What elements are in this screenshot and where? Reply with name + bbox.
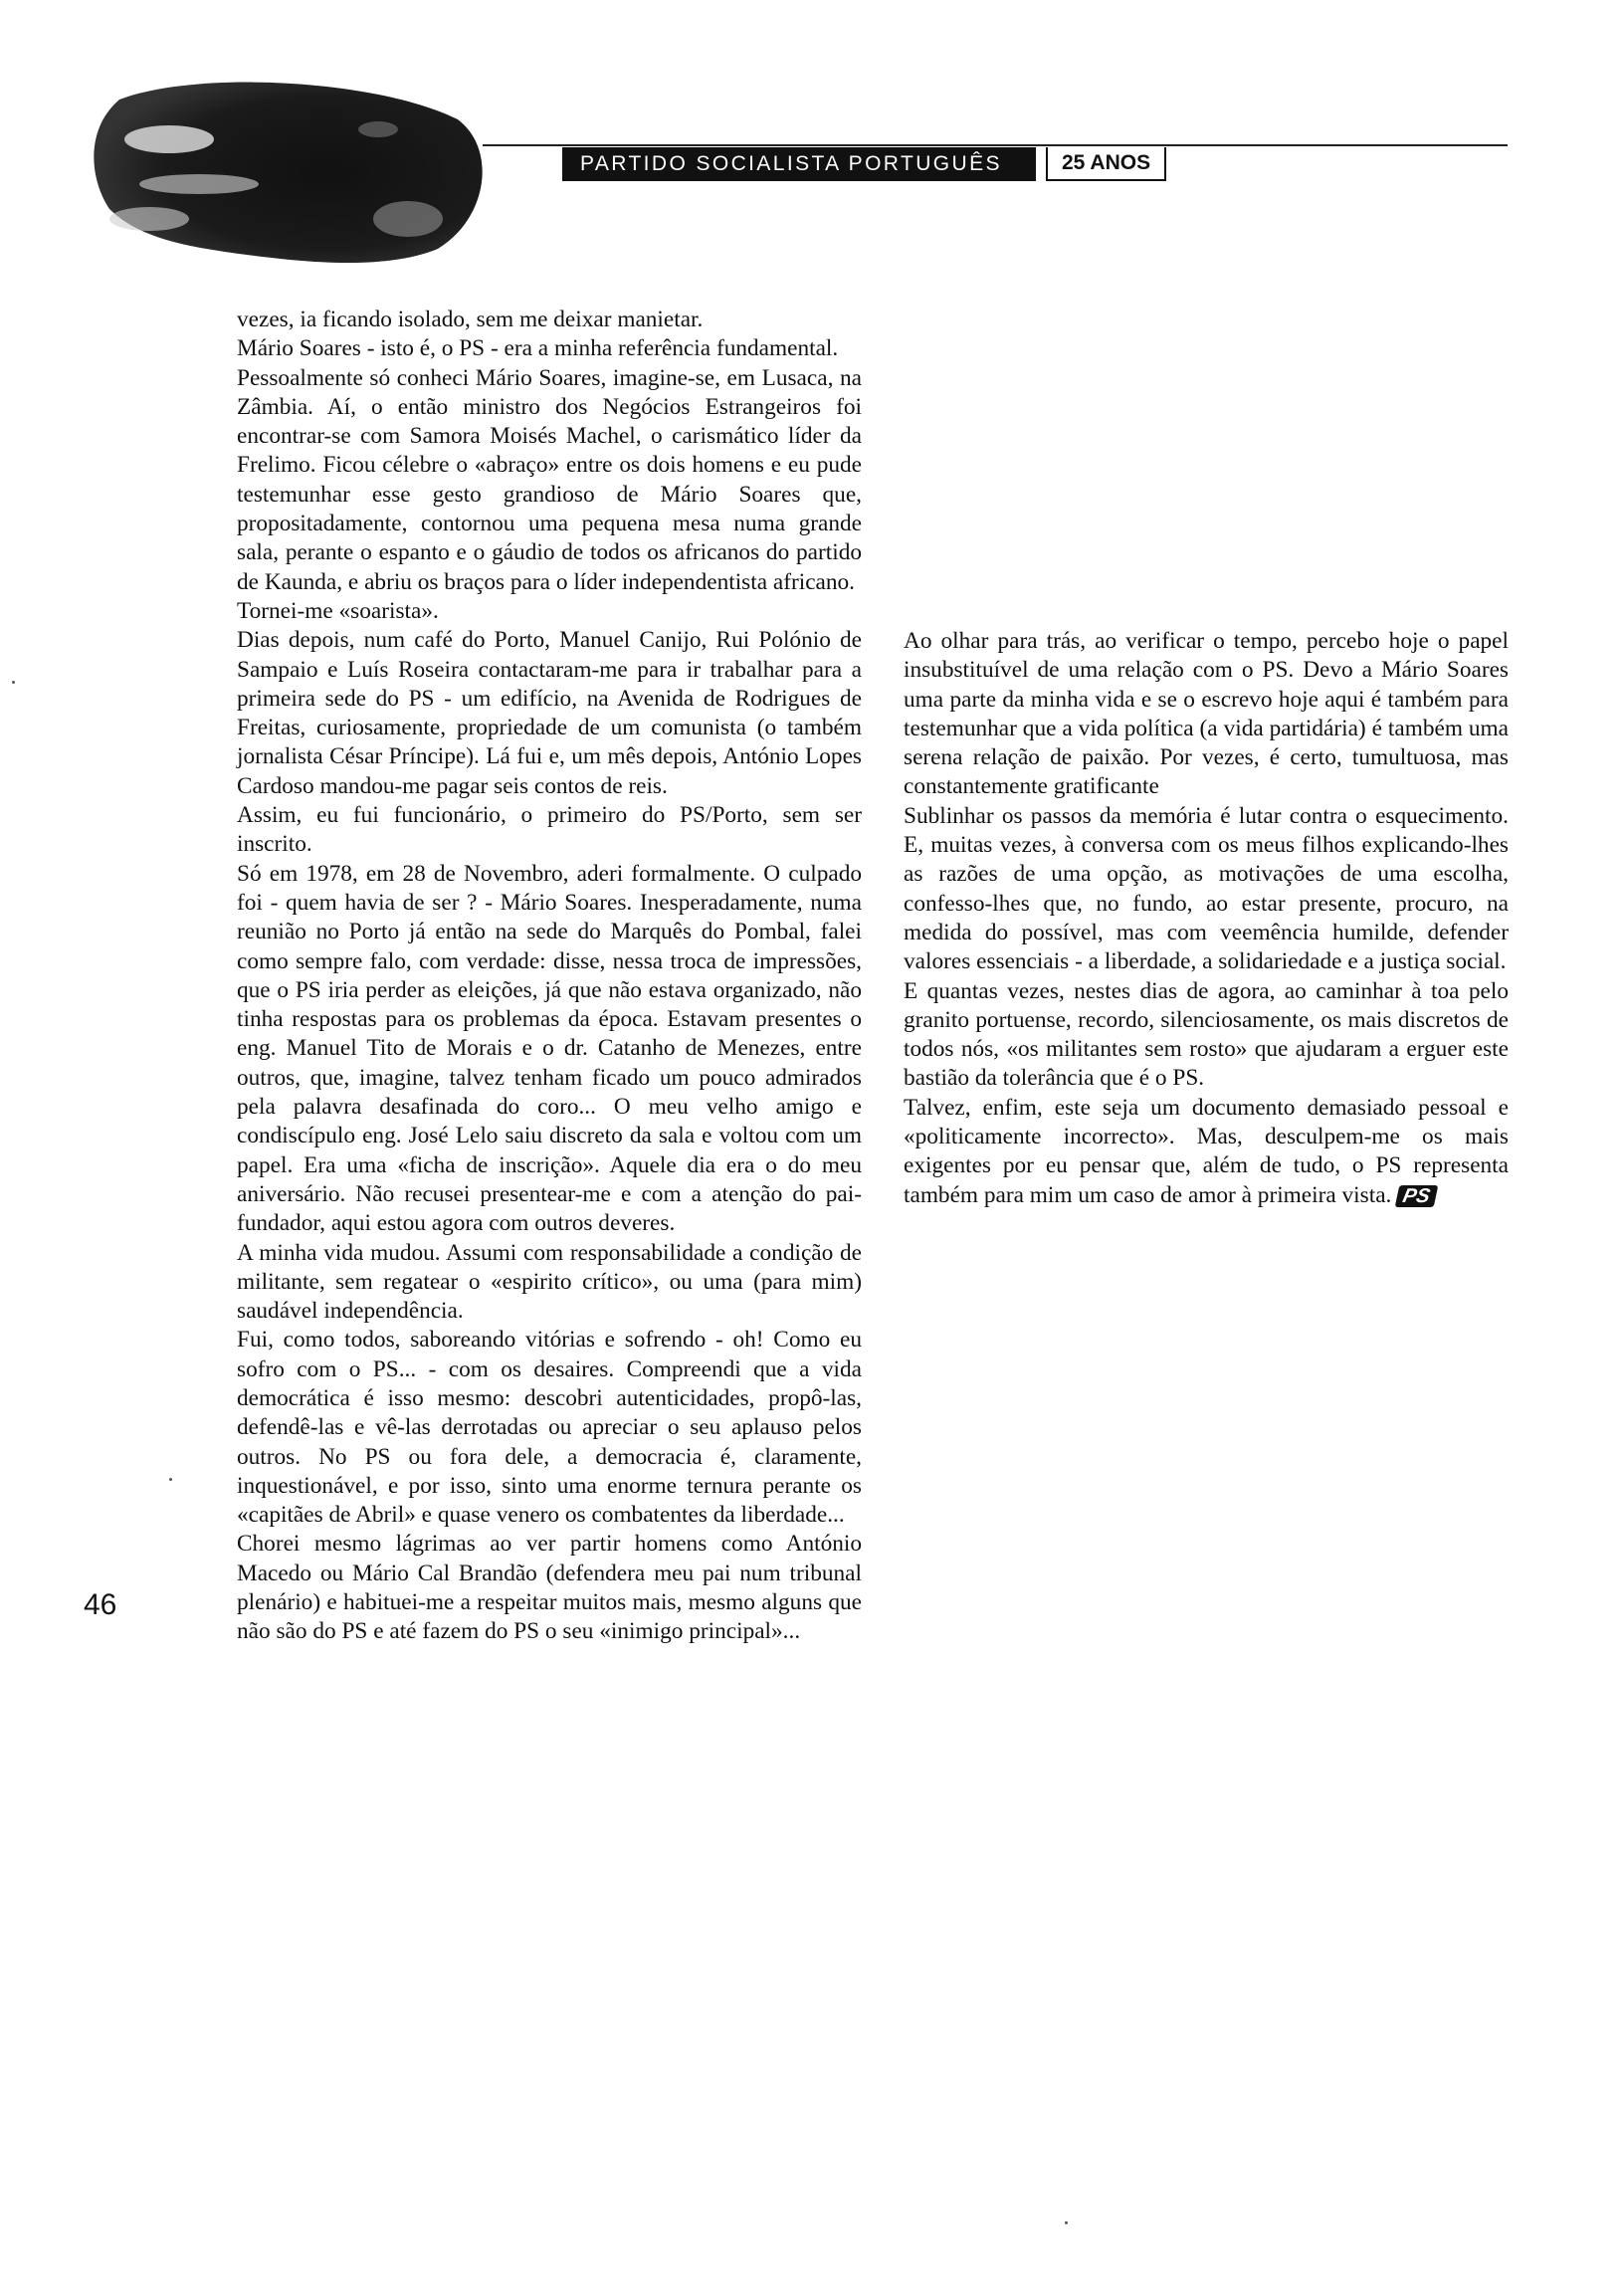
paragraph: Sublinhar os passos da memória é lutar contra o esquecimento. E, muitas vezes, à conversa com os meus filhos explicando-lhes as razões de uma opção, as motivações de uma escolha, confesso-lhes que, no fundo, ao estar presente, procuro, na medida do possível, mas com veemência humilde, defender valores essenciais - a liberdade, a solidariedade e a justiça social.: [904, 802, 1509, 975]
header-rule: [483, 144, 1508, 146]
header-years: 25 ANOS: [1046, 147, 1166, 181]
ps-end-mark: PS: [1395, 1185, 1438, 1207]
page-number: 46: [84, 1588, 117, 1621]
paragraph: vezes, ia ficando isolado, sem me deixar manietar.: [237, 307, 704, 332]
logo-graphic: [80, 70, 488, 269]
paragraph: A minha vida mudou. Assumi com responsabilidade a condição de militante, sem regatear o «espirito crítico», ou uma (para mim) saudável independência.: [237, 1239, 862, 1325]
paragraph: E quantas vezes, nestes dias de agora, ao caminhar à toa pelo granito portuense, recordo, silenciosamente, os mais discretos de todos nós, «os militantes sem rosto» que ajudaram a erguer este bastião da tolerância que é o PS.: [904, 977, 1509, 1092]
right-column: [904, 627, 1509, 1210]
closing-text: Talvez, enfim, este seja um documento demasiado pessoal e «politicamente incorrecto». Mas, desculpem-me os mais exigentes por eu pensar que, além de tudo, o PS representa também para mim um caso de amor à primeira vista.: [904, 1094, 1509, 1208]
running-header: [562, 147, 1166, 181]
scan-speck: [169, 1478, 172, 1481]
paragraph: Tornei-me «soarista».: [237, 597, 439, 624]
paragraph: Fui, como todos, saboreando vitórias e sofrendo - oh! Como eu sofro com o PS... - com os desaires. Compreendi que a vida democrática é isso mesmo: descobri autenticidades, propô-las, defendê-las e vê-las derrotadas ou apreciar o seu aplauso pelos outros. No PS ou fora dele, a democracia é, claramente, inquestionável, e por isso, sinto uma enorme ternura perante os «capitães de Abril» e quase venero os combatentes da liberdade...: [237, 1327, 862, 1529]
paragraph: Assim, eu fui funcionário, o primeiro do PS/Porto, sem ser inscrito.: [237, 802, 862, 858]
header-title: PARTIDO SOCIALISTA PORTUGUÊS: [562, 147, 1036, 181]
paragraph: Ao olhar para trás, ao verificar o tempo, percebo hoje o papel insubstituível de uma relação com o PS. Devo a Mário Soares uma parte da minha vida e se o escrevo hoje aqui é também para testemunhar que a vida política (a vida partidária) é também uma serena relação de paixão. Por vezes, é certo, tumultuosa, mas constantemente gratificante: [904, 628, 1509, 800]
paragraph: Só em 1978, em 28 de Novembro, aderi formalmente. O culpado foi - quem havia de ser ? - Mário Soares. Inesperadamente, numa reunião no Porto já então na sede do Marquês do Pombal, falei como sempre falo, com verdade: disse, nessa troca de impressões, que o PS iria perder as eleições, já que não estava organizado, não tinha respostas para os problemas da época. Estavam presentes o eng. Manuel Tito de Morais e o dr. Catanho de Menezes, entre outros, que, imagine, talvez tenham ficado um pouco admirados pela palavra desafinada do coro... O meu velho amigo e condiscípulo eng. José Lelo saiu discreto da sala e voltou com um papel. Era uma «ficha de inscrição». Aquele dia era o do meu aniversário. Não recusei presentear-me e com a atenção do pai-fundador, aqui estou agora com outros deveres.: [237, 860, 862, 1237]
paragraph: Dias depois, num café do Porto, Manuel Canijo, Rui Polónio de Sampaio e Luís Roseira contactaram-me para ir trabalhar para a primeira sede do PS - um edifício, na Avenida de Rodrigues de Freitas, curiosamente, propriedade de um comunista (o também jornalista César Príncipe). Lá fui e, um mês depois, António Lopes Cardoso mandou-me pagar seis contos de reis.: [237, 627, 862, 799]
paragraph: Pessoalmente só conheci Mário Soares, imagine-se, em Lusaca, na Zâmbia. Aí, o então ministro dos Negócios Estrangeiros foi encontrar-se com Samora Moisés Machel, o carismático líder da Frelimo. Ficou célebre o «abraço» entre os dois homens e eu pude testemunhar esse gesto grandioso de Mário Soares que, propositadamente, contornou uma pequena mesa numa grande sala, perante o espanto e o gáudio de todos os africanos do partido de Kaunda, e abriu os braços para o líder independentista africano.: [237, 364, 862, 595]
paragraph: Chorei mesmo lágrimas ao ver partir homens como António Macedo ou Mário Cal Brandão (defendera meu pai num tribunal plenário) e habituei-me a respeitar muitos mais, mesmo alguns que não são do PS e até fazem do PS o seu «inimigo principal»...: [237, 1531, 862, 1645]
scan-speck: [12, 681, 15, 684]
left-column: [237, 306, 862, 1647]
paragraph: Mário Soares - isto é, o PS - era a minha referência fundamental.: [237, 335, 839, 362]
paragraph: [904, 1094, 1509, 1210]
scan-speck: [1065, 2221, 1068, 2224]
